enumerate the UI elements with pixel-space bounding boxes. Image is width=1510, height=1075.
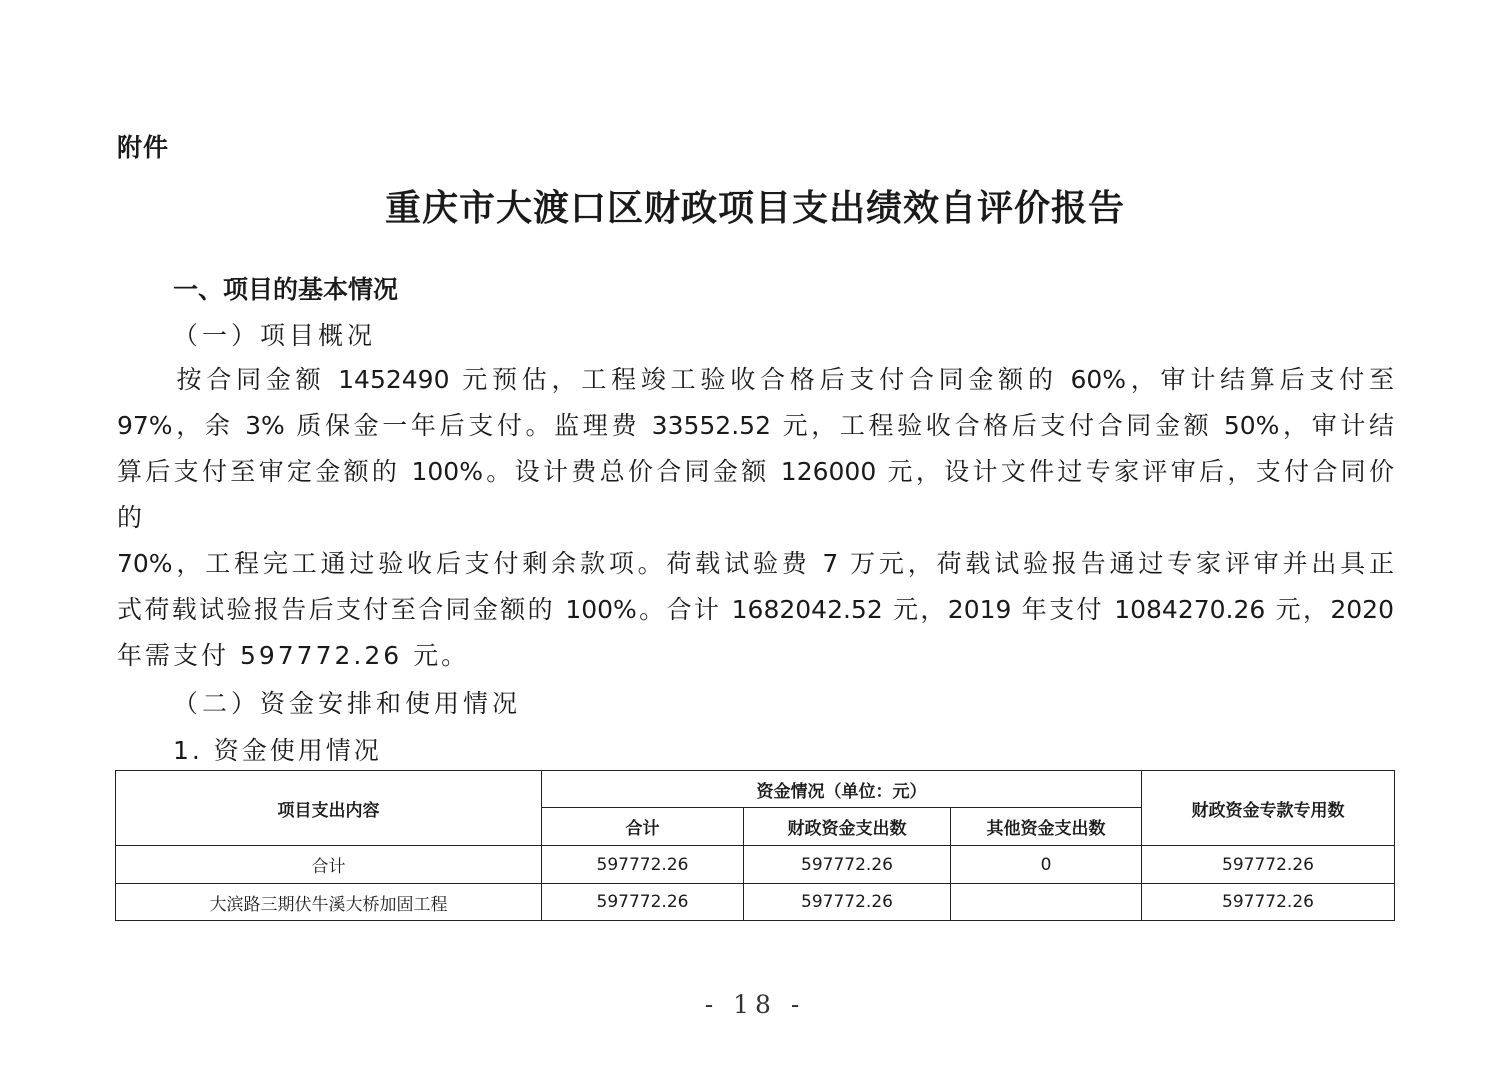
- paragraph-line: 70%，工程完工通过验收后支付剩余款项。荷载试验费 7 万元，荷载试验报告通过专家评审并出具正: [117, 549, 1394, 578]
- table-row: [116, 846, 1395, 884]
- cell-total: 597772.26: [542, 846, 744, 884]
- page-number: - 18 -: [704, 990, 806, 1019]
- cell-special: 597772.26: [1142, 884, 1395, 921]
- paragraph-line: 97%，余 3% 质保金一年后支付。监理费 33552.52 元，工程验收合格后支付合同金额 50%，审计结: [117, 411, 1394, 440]
- attachment-label: 附件: [117, 133, 170, 162]
- table-row: [116, 884, 1395, 921]
- subsection-heading-funding: （二）资金安排和使用情况: [173, 689, 522, 718]
- header-special-use: 财政资金专款专用数: [1142, 771, 1395, 846]
- item-heading-fund-usage: 1. 资金使用情况: [173, 736, 382, 765]
- table-header-row: [116, 771, 1395, 808]
- header-other-expense: 其他资金支出数: [951, 808, 1142, 846]
- header-total: 合计: [542, 808, 744, 846]
- header-project-content: 项目支出内容: [116, 771, 542, 846]
- header-fund-situation: 资金情况（单位：元）: [542, 771, 1142, 808]
- cell-name: 合计: [116, 846, 542, 884]
- cell-total: 597772.26: [542, 884, 744, 921]
- cell-other: 0: [951, 846, 1142, 884]
- paragraph-line: 式荷载试验报告后支付至合同金额的 100%。合计 1682042.52 元，2019 年支付 1084270.26 元，2020: [117, 595, 1394, 624]
- paragraph-line: 年需支付 597772.26 元。: [117, 641, 470, 670]
- cell-fiscal: 597772.26: [744, 846, 951, 884]
- paragraph-line: 算后支付至审定金额的 100%。设计费总价合同金额 126000 元，设计文件过专家评审后，支付合同价: [117, 457, 1394, 486]
- paragraph-line: 的: [117, 503, 146, 532]
- fund-usage-table: [115, 770, 1395, 921]
- report-title: 重庆市大渡口区财政项目支出绩效自评价报告: [384, 187, 1125, 229]
- header-fiscal-expense: 财政资金支出数: [744, 808, 951, 846]
- cell-other: [951, 884, 1142, 921]
- paragraph-line: 按合同金额 1452490 元预估，工程竣工验收合格后支付合同金额的 60%，审计结算后支付至: [117, 365, 1394, 394]
- cell-name: 大滨路三期伏牛溪大桥加固工程: [116, 884, 542, 921]
- cell-fiscal: 597772.26: [744, 884, 951, 921]
- subsection-heading-overview: （一）项目概况: [173, 321, 377, 350]
- section-heading-basic-info: 一、项目的基本情况: [173, 275, 399, 304]
- cell-special: 597772.26: [1142, 846, 1395, 884]
